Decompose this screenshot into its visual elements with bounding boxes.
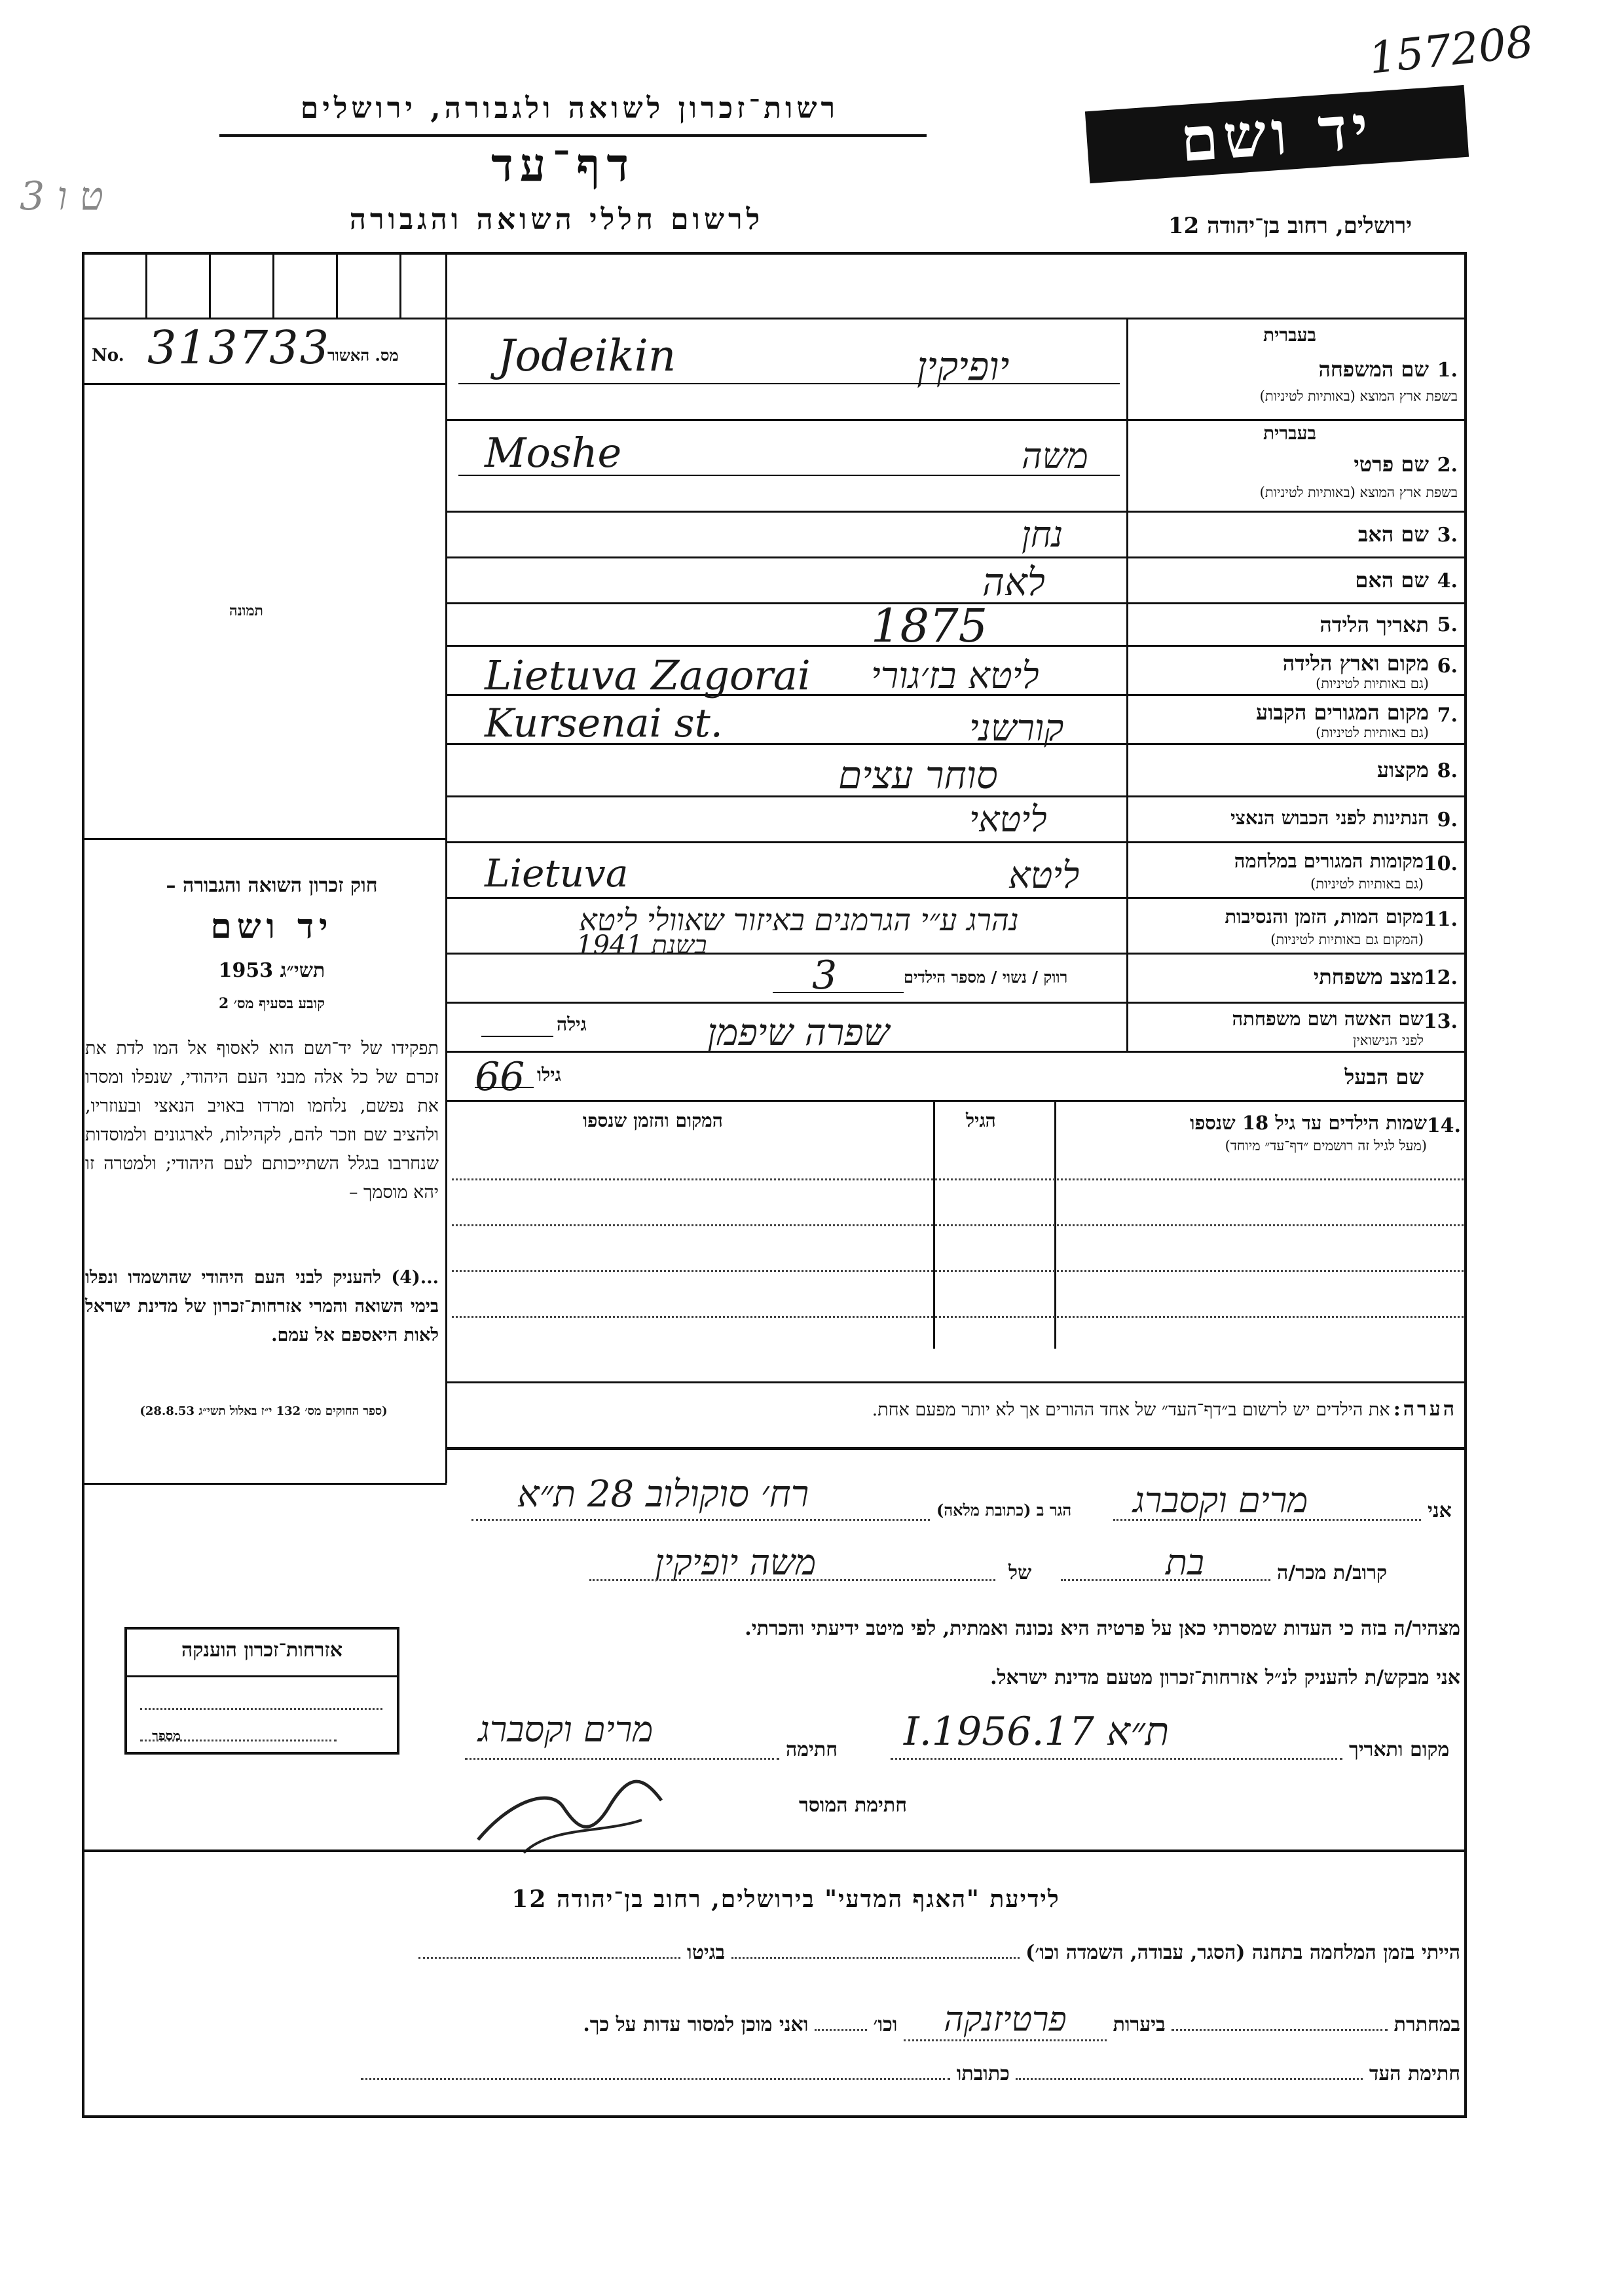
children-count: 3	[812, 953, 838, 998]
field-8: 8. מקצוע	[1376, 757, 1458, 782]
signature-scrawl	[471, 1761, 668, 1859]
field-12: 12. מצב משפחתי	[1313, 964, 1458, 989]
field-2: בעברית 2. שם פרטי בשפת ארץ המוצא (באותיות לטיניות)	[1259, 422, 1458, 500]
father-name: נחן	[1022, 514, 1063, 555]
field-10: 10. מקומות המגורים במלחמה (גם באותיות לטיניות)	[1234, 850, 1458, 892]
logo-text: יד ושם	[1178, 91, 1376, 176]
mother-name: לאה	[982, 560, 1045, 604]
footer-line-3: חתימת העד כתובתו	[92, 2062, 1460, 2085]
remark-text: את הילדים יש לרשום ב״דף־העד״ של אחד ההורים אך לא יותר מפעם אחת.	[872, 1400, 1390, 1420]
husband-age-label: גילו	[537, 1064, 561, 1085]
field-14: 14. שמות הילדים עד גיל 18 שנספו (מעל לגיל זה רושמים ״דף־עד״ מיוחד)	[1190, 1112, 1461, 1154]
remark	[458, 1398, 1457, 1421]
citizenship-stamp-box	[124, 1627, 399, 1755]
residence-latin: Kursenai st.	[485, 701, 723, 746]
decl-prefix: אני	[1428, 1499, 1452, 1522]
law-year: תשי״ג 1953	[218, 959, 325, 982]
footer-title: לידיעת "האגף המדעי" בירושלים, רחוב בן־יהודה 12	[511, 1886, 1060, 1913]
law-clause: קובע בסעיף מס׳ 2	[218, 995, 325, 1012]
death-circumstances: נהרג ע״י הגרמנים באיזור שאוולי ליטא	[579, 902, 1019, 938]
of-value: משה יופיקין	[655, 1542, 817, 1583]
field-5: 5. תאריך הלידה	[1320, 612, 1458, 637]
field-9: 9. הנתינות לפני הכבוש הנאצי	[1230, 807, 1458, 831]
field-11: 11. מקום המות, הזמן והנסיבות (המקום גם באותיות לטיניות)	[1225, 905, 1458, 947]
no-label: No.	[92, 346, 124, 365]
col-age-header: הגיל	[966, 1110, 996, 1131]
field-12-note: רווק / נשוי / מספר הילדים	[904, 968, 1068, 987]
place-date-value: ת״א 17.I.1956	[904, 1709, 1170, 1755]
issuer-signature-label: חתימת המוסר	[799, 1794, 907, 1817]
partisan-note: פרטיזנקה	[904, 2000, 1107, 2041]
approval-label: מס. האשור	[327, 346, 399, 365]
field-4: 4. שם האם	[1355, 568, 1458, 592]
footer-line-2: במחתרת ביערות פרטיזנקה וכו׳ ואני מוכן למסור עדות על כך.	[92, 2000, 1460, 2041]
birth-date: 1875	[871, 599, 988, 653]
decl-address-label: הגר ב (כתובת מלאה)	[936, 1501, 1072, 1520]
form-title: דף־עד	[490, 137, 635, 192]
approval-number: 313733	[147, 321, 331, 374]
place-date-label: מקום ותאריך	[1349, 1738, 1450, 1761]
relation-label: קרוב/ת מכר/ה	[1277, 1561, 1388, 1584]
address-line: ירושלים, רחוב בן־יהודה 12	[1168, 213, 1412, 239]
request: אני מבקש/ת להעניק לנ״ל אזרחות־זכרון מטעם מדינת ישראל.	[990, 1666, 1460, 1689]
field-3: 3. שם האב	[1357, 522, 1458, 547]
photo-label: תמונה	[229, 602, 263, 619]
wartime-residence-hebrew: ליטא	[1008, 854, 1080, 897]
witness-address: רח׳ סוקולוב 28 ת״א	[517, 1473, 809, 1516]
field-husband: שם הבעל	[1344, 1065, 1424, 1089]
residence-hebrew: קורשני	[969, 707, 1064, 750]
margin-mark: 3 ט ו	[20, 173, 103, 219]
statement: מצהיר/ה בזה כי העדות שמסרתי כאן על פרטיה היא נכונה ואמתית, לפי מיטב ידיעתי והכרתי.	[745, 1617, 1460, 1640]
wife-age-label: גילה	[557, 1013, 587, 1035]
law-text-1: תפקידו של יד־ושם הוא לאסוף אל המו לדת את זכרם של כל אלה מבני העם היהודי, שנפלו ומסרו את נפשם, נלחמו ומרדו באויב הנאצי ובעוזריו, ולהציב שם וזכר להם, לקהילות, לארגונים ולמוסדות שנחרבו בגלל השתייכותם לעם היהודי; ולמטרה זו יהא מוסמך –	[85, 1038, 439, 1203]
archive-number: 157208	[1366, 16, 1536, 84]
stamp-title: אזרחות־זכרון הוענקה	[181, 1639, 343, 1662]
field-1: בעברית 1. שם המשפחה בשפת ארץ המוצא (באותיות לטיניות)	[1259, 324, 1458, 404]
signature-value: מרים וקסברג	[478, 1709, 654, 1750]
surname-hebrew: יופיקין	[917, 344, 1010, 390]
surname-latin: Jodeikin	[498, 331, 676, 381]
field-13: 13. שם האשה ושם משפחתה לפני הנישואין	[1232, 1008, 1458, 1048]
logo	[1085, 85, 1469, 183]
col-place-header: המקום והזמן שנספו	[583, 1110, 723, 1131]
death-year: בשנת 1941	[576, 930, 707, 960]
relation-value: בת	[1166, 1542, 1204, 1583]
field-6: 6. מקום וארץ הלידה (גם באותיות לטיניות)	[1282, 651, 1458, 691]
law-citation: (ספר החוקים מס׳ 132 י״ז באלול תשי״ג 28.8.53)	[139, 1404, 388, 1418]
husband-age: 66	[475, 1054, 525, 1100]
remark-label: הערה:	[1393, 1398, 1457, 1421]
law-name: יד ושם	[210, 907, 333, 947]
law-title: חוק זכרון השואה והגבורה –	[166, 874, 378, 897]
authority-line: רשות־זכרון לשואה ולגבורה, ירושלים	[300, 92, 840, 125]
signature-label: חתימה	[786, 1738, 838, 1761]
citizenship: ליטאי	[969, 799, 1047, 840]
stamp-number-label: מספר	[152, 1728, 181, 1743]
law-text-2: ...(4) להעניק לבני העם היהודי שהושמדו ונפלו בימי השואה והמרי אזרחות־זכרון של מדינת ישראל לאות היאספם אל עמם.	[85, 1267, 439, 1345]
field-7: 7. מקום המגורים הקבוע (גם באותיות לטיניות)	[1256, 700, 1458, 740]
footer-line-1: הייתי בזמן המלחמה בתחנה (הסגר, עבודה, השמדה וכו׳) בגיטו	[92, 1941, 1460, 1964]
birthplace-latin: Lietuva Zagorai	[485, 651, 811, 699]
firstname-latin: Moshe	[485, 429, 622, 477]
wife-name: שפרה שיפמן	[707, 1011, 890, 1054]
wartime-residence-latin: Lietuva	[485, 851, 629, 896]
witness-name: מרים וקסברג	[1133, 1480, 1308, 1521]
form-subtitle: לרשום חללי השואה והגבורה	[349, 203, 764, 236]
firstname-hebrew: משה	[1022, 435, 1088, 477]
of-label: של	[1008, 1561, 1032, 1584]
birthplace-hebrew: ליטא בז׳גורי	[871, 655, 1039, 697]
occupation: סוחר עצים	[838, 753, 998, 797]
